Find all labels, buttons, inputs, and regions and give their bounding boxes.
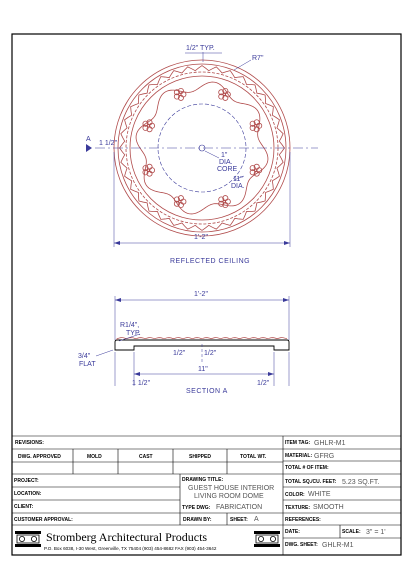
sec-width-dimension: 1'-2" [194,291,208,298]
sec-flat: 3/4" [78,353,91,360]
sec-radius: R1/4", [120,322,140,329]
left-dimension: 1 1/2" [99,140,118,147]
section-view [78,291,289,395]
company-address: P.O. Box 6038, I-30 West, Greenville, TX 75404 (903) 454-8682 FAX (903) 454-3642 [44,546,217,551]
drawn-by-label: DRAWN BY: [183,517,212,523]
items-label: TOTAL # OF ITEM: [285,465,329,471]
client-label: CLIENT: [14,504,34,510]
sec-inner: 11" [198,366,208,373]
date-label: DATE: [285,529,300,535]
drawing-title-l1: GUEST HOUSE INTERIOR [188,485,275,492]
company-name: Stromberg Architectural Products [46,530,208,544]
core-dimension: 1" [221,152,228,159]
sec-half-1: 1/2" [173,350,186,357]
company-logo-left-icon [15,531,41,547]
item-tag-value: GHLR-M1 [314,440,346,447]
scale-label: SCALE: [342,529,361,535]
section-marker: A [86,136,91,143]
type-dwg-label: TYPE DWG: [182,505,211,511]
view-title: REFLECTED CEILING [170,258,251,265]
references-label: REFERENCES: [285,517,321,523]
sheet-label: SHEET: [230,517,248,523]
radius-dimension: R7" [252,55,264,62]
sec-half-2: 1/2" [204,350,217,357]
inner-arrow-right-icon [268,372,274,376]
drawing-title-label: DRAWING TITLE: [182,477,224,483]
sheet-value: A [254,516,259,523]
radius-leader [234,60,251,70]
dwg-sheet-value: GHLR-M1 [322,542,354,549]
drawing-title-l2: LIVING ROOM DOME [194,493,264,500]
section-arrow-icon [86,144,92,152]
material-label: MATERIAL: [285,453,313,459]
core-dimension-l2: DIA. [219,159,233,166]
sec-radius-typ: TYP. [126,330,141,337]
dia-dimension: 11" [233,176,243,183]
sec-arrow-right-icon [283,298,289,302]
location-label: LOCATION: [14,491,42,497]
flat-leader [96,350,113,356]
sec-left: 1 1/2" [132,380,151,387]
color-value: WHITE [308,491,331,498]
width-dimension: 1'-2" [194,234,208,241]
inner-arrow-left-icon [134,372,140,376]
col-dwg-approved: DWG. APPROVED [18,454,61,460]
item-tag-label: ITEM TAG: [285,440,311,446]
sqft-value: 5.23 SQ.FT. [342,479,380,486]
company-logo-right-icon [254,531,280,547]
color-label: COLOR: [285,492,305,498]
sqft-label: TOTAL SQ./CU. FEET: [285,479,337,485]
type-dwg-value: FABRICATION [216,504,263,511]
dwg-sheet-label: DWG. SHEET: [285,542,318,548]
dia-dimension-l2: DIA. [231,183,245,190]
sec-right: 1/2" [257,380,270,387]
section-title: SECTION A [186,388,228,395]
core-dimension-l3: CORE [217,166,238,173]
material-value: GFRG [314,453,335,460]
customer-approval-label: CUSTOMER APPROVAL: [14,517,73,523]
project-label: PROJECT: [14,478,39,484]
typ-dimension: 1/2" TYP. [186,45,215,52]
width-arrow-right-icon [284,241,290,245]
texture-value: SMOOTH [313,504,344,511]
texture-label: TEXTURE: [285,505,310,511]
plan-view [86,45,318,265]
core-leader [205,151,219,158]
sec-flat-l2: FLAT [79,361,96,368]
revisions-label: REVISIONS: [15,440,44,446]
col-cast: CAST [139,454,153,460]
scale-value: 3" = 1' [366,529,386,536]
sec-arrow-left-icon [115,298,121,302]
col-shipped: SHIPPED [189,454,211,460]
width-arrow-left-icon [114,241,120,245]
col-mold: MOLD [87,454,102,460]
col-total-wt: TOTAL WT. [240,454,267,460]
